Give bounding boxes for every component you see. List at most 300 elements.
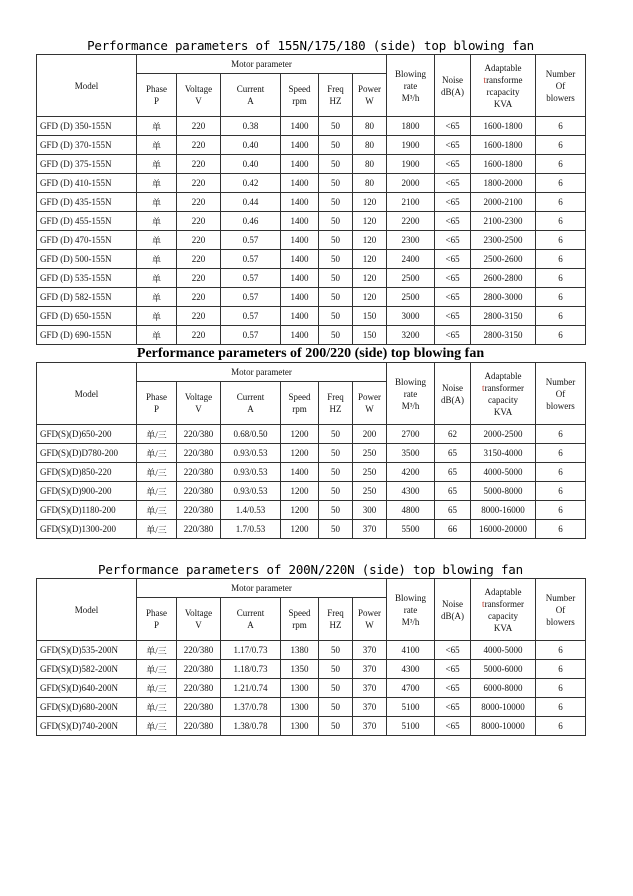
table-cell: <65 [435, 717, 471, 736]
header-line: Noise [442, 382, 464, 393]
table-row [37, 326, 586, 345]
table-cell: 6 [536, 660, 586, 679]
header-transformer-capacity [471, 363, 536, 425]
header-line: capacity [488, 394, 519, 405]
table-cell: 4800 [387, 501, 435, 520]
table-cell: 6 [536, 717, 586, 736]
table-cell: 120 [353, 231, 387, 250]
cell-model: GFD(S)(D)650-200 [37, 425, 137, 444]
table-cell: <65 [435, 698, 471, 717]
table-cell: 0.57 [221, 269, 281, 288]
header-speed [281, 598, 319, 641]
header-line: Of [555, 80, 566, 91]
table-cell: 1200 [281, 425, 319, 444]
table-cell: 370 [353, 641, 387, 660]
table-cell: 65 [435, 501, 471, 520]
table-cell: 16000-20000 [471, 520, 536, 539]
header-line: blowers [546, 616, 575, 627]
table-cell: 2000 [387, 174, 435, 193]
table-cell: 300 [353, 501, 387, 520]
header-line: Number [545, 376, 576, 387]
table-cell: 220 [177, 269, 221, 288]
header-freq [319, 382, 353, 425]
cell-model: GFD(S)(D)680-200N [37, 698, 137, 717]
table-cell: 4000-5000 [471, 463, 536, 482]
table-cell: 1.18/0.73 [221, 660, 281, 679]
table-cell: 3150-4000 [471, 444, 536, 463]
table-cell: 50 [319, 250, 353, 269]
table-cell: 8000-10000 [471, 717, 536, 736]
header-line: Of [555, 604, 566, 615]
table-cell: 单 [137, 269, 177, 288]
table-cell: 1400 [281, 307, 319, 326]
header-line: dB(A) [441, 86, 465, 97]
header-line: V [195, 404, 202, 414]
header-transformer-capacity [471, 579, 536, 641]
cell-model: GFD(S)(D)900-200 [37, 482, 137, 501]
table-cell: 单/三 [137, 660, 177, 679]
table-section-200n [36, 562, 585, 736]
table-cell: 50 [319, 660, 353, 679]
header-line: Speed [288, 608, 311, 618]
table-cell: 6 [536, 231, 586, 250]
table-cell: 0.38 [221, 117, 281, 136]
table-title: Performance parameters of 200/220 (side) top blowing fan [136, 346, 485, 361]
header-text: ransformer [484, 598, 525, 609]
table-cell: 单 [137, 174, 177, 193]
header-blowing-rate [387, 579, 435, 641]
table-cell: 220/380 [177, 698, 221, 717]
header-line: Noise [442, 74, 464, 85]
header-text: ransformer [484, 382, 525, 393]
header-line: Freq [327, 608, 344, 618]
header-line: Number [545, 68, 576, 79]
cell-model: GFD (D) 650-155N [37, 307, 137, 326]
table-cell: 1.21/0.74 [221, 679, 281, 698]
cell-model: GFD(S)(D)740-200N [37, 717, 137, 736]
table-cell: 0.57 [221, 250, 281, 269]
header-current [221, 74, 281, 117]
table-cell: 50 [319, 136, 353, 155]
table-cell: 250 [353, 463, 387, 482]
cell-model: GFD (D) 370-155N [37, 136, 137, 155]
header-line: blowers [546, 92, 575, 103]
table-row [37, 174, 586, 193]
table-cell: 1400 [281, 212, 319, 231]
header-line: HZ [329, 96, 342, 106]
header-power [353, 598, 387, 641]
table-cell: 1.37/0.78 [221, 698, 281, 717]
header-line: Speed [288, 84, 311, 94]
header-line: rcapacity [486, 86, 520, 97]
table-cell: 1200 [281, 482, 319, 501]
header-power [353, 74, 387, 117]
table-cell: 220/380 [177, 425, 221, 444]
table-cell: 2500-2600 [471, 250, 536, 269]
table-cell: 0.93/0.53 [221, 482, 281, 501]
table-row [37, 520, 586, 539]
table-cell: 1200 [281, 501, 319, 520]
header-number-of-blowers [536, 363, 586, 425]
header-line [471, 74, 535, 86]
table-cell: 4100 [387, 641, 435, 660]
table-cell: 1400 [281, 463, 319, 482]
cell-model: GFD (D) 350-155N [37, 117, 137, 136]
table-cell: 2500 [387, 288, 435, 307]
cell-model: GFD (D) 375-155N [37, 155, 137, 174]
spec-table [36, 362, 586, 539]
table-cell: 120 [353, 212, 387, 231]
table-cell: 1350 [281, 660, 319, 679]
table-row [37, 444, 586, 463]
table-cell: 1.7/0.53 [221, 520, 281, 539]
header-line [471, 598, 535, 610]
header-line: Current [236, 608, 265, 618]
table-cell: <65 [435, 193, 471, 212]
table-cell: 1200 [281, 444, 319, 463]
header-line: M³/h [401, 92, 420, 103]
table-cell: 单 [137, 326, 177, 345]
table-cell: 单 [137, 250, 177, 269]
table-cell: 2200 [387, 212, 435, 231]
table-row [37, 288, 586, 307]
table-cell: 200 [353, 425, 387, 444]
table-cell: 2600-2800 [471, 269, 536, 288]
table-cell: 50 [319, 231, 353, 250]
table-cell: 6 [536, 501, 586, 520]
table-cell: 6 [536, 288, 586, 307]
table-cell: 50 [319, 463, 353, 482]
table-row [37, 463, 586, 482]
table-cell: 1.17/0.73 [221, 641, 281, 660]
table-cell: <65 [435, 174, 471, 193]
header-speed [281, 382, 319, 425]
header-line: W [365, 96, 374, 106]
table-cell: 370 [353, 679, 387, 698]
header-line: blowers [546, 400, 575, 411]
table-cell: 65 [435, 444, 471, 463]
table-cell: 370 [353, 660, 387, 679]
header-line: A [247, 96, 254, 106]
table-cell: 2300 [387, 231, 435, 250]
table-cell: 单/三 [137, 501, 177, 520]
cell-model: GFD (D) 470-155N [37, 231, 137, 250]
table-cell: 单/三 [137, 717, 177, 736]
header-voltage [177, 74, 221, 117]
header-line: capacity [488, 610, 519, 621]
table-cell: 2700 [387, 425, 435, 444]
header-line: rpm [292, 96, 307, 106]
header-phase [137, 382, 177, 425]
table-row [37, 231, 586, 250]
table-cell: 单/三 [137, 463, 177, 482]
table-cell: 2800-3000 [471, 288, 536, 307]
spec-table [36, 54, 586, 345]
table-cell: 220 [177, 117, 221, 136]
table-cell: 6 [536, 698, 586, 717]
header-line: Freq [327, 84, 344, 94]
table-cell: 220 [177, 307, 221, 326]
table-row [37, 717, 586, 736]
table-cell: 220 [177, 193, 221, 212]
header-row [37, 363, 586, 382]
table-cell: 单/三 [137, 425, 177, 444]
table-cell: 5100 [387, 698, 435, 717]
header-line: dB(A) [441, 610, 465, 621]
table-cell: 单 [137, 307, 177, 326]
header-line [471, 382, 535, 394]
table-row [37, 482, 586, 501]
table-cell: 6 [536, 326, 586, 345]
header-speed [281, 74, 319, 117]
table-cell: <65 [435, 307, 471, 326]
table-cell: 4300 [387, 660, 435, 679]
table-row [37, 307, 586, 326]
header-line: HZ [329, 404, 342, 414]
table-cell: 50 [319, 425, 353, 444]
table-cell: 1800 [387, 117, 435, 136]
table-cell: 370 [353, 698, 387, 717]
table-row [37, 212, 586, 231]
table-cell: 50 [319, 717, 353, 736]
table-cell: 0.40 [221, 136, 281, 155]
table-cell: 单 [137, 288, 177, 307]
header-motor-parameter: Motor parameter [137, 363, 387, 382]
cell-model: GFD (D) 535-155N [37, 269, 137, 288]
table-cell: 1600-1800 [471, 136, 536, 155]
cell-model: GFD (D) 455-155N [37, 212, 137, 231]
table-cell: 6 [536, 250, 586, 269]
table-row [37, 641, 586, 660]
table-cell: 3000 [387, 307, 435, 326]
table-cell: <65 [435, 136, 471, 155]
table-cell: 单/三 [137, 444, 177, 463]
table-cell: 5000-8000 [471, 482, 536, 501]
header-line: Power [358, 392, 382, 402]
table-cell: 80 [353, 117, 387, 136]
table-cell: 250 [353, 482, 387, 501]
table-cell: 6 [536, 425, 586, 444]
header-line: Number [545, 592, 576, 603]
table-cell: 单 [137, 136, 177, 155]
table-row [37, 250, 586, 269]
table-cell: 220/380 [177, 717, 221, 736]
table-cell: 220 [177, 136, 221, 155]
table-cell: <65 [435, 641, 471, 660]
table-row [37, 155, 586, 174]
header-line: Voltage [184, 392, 213, 402]
header-line: P [153, 620, 159, 630]
table-cell: 5100 [387, 717, 435, 736]
table-cell: <65 [435, 660, 471, 679]
table-cell: <65 [435, 326, 471, 345]
header-noise [435, 55, 471, 117]
table-cell: 3200 [387, 326, 435, 345]
table-cell: 220/380 [177, 463, 221, 482]
header-number-of-blowers [536, 579, 586, 641]
header-line: KVA [493, 406, 513, 417]
table-cell: 0.42 [221, 174, 281, 193]
table-cell: 220/380 [177, 482, 221, 501]
header-line: Phase [146, 84, 167, 94]
table-cell: 220 [177, 231, 221, 250]
table-cell: 2500 [387, 269, 435, 288]
table-cell: 1600-1800 [471, 117, 536, 136]
header-motor-parameter: Motor parameter [137, 579, 387, 598]
table-cell: 1400 [281, 326, 319, 345]
header-line: M³/h [401, 400, 420, 411]
table-cell: 50 [319, 174, 353, 193]
header-line: Speed [288, 392, 311, 402]
table-cell: 6 [536, 520, 586, 539]
cell-model: GFD(S)(D)640-200N [37, 679, 137, 698]
table-row [37, 136, 586, 155]
header-line: Power [358, 84, 382, 94]
table-cell: 1300 [281, 698, 319, 717]
header-model: Model [37, 55, 137, 117]
table-cell: 66 [435, 520, 471, 539]
table-cell: 2000-2100 [471, 193, 536, 212]
header-voltage [177, 382, 221, 425]
header-line: KVA [493, 98, 513, 109]
table-cell: 1900 [387, 155, 435, 174]
table-cell: 1400 [281, 231, 319, 250]
header-current [221, 382, 281, 425]
table-section-155n [36, 38, 585, 345]
cell-model: GFD(S)(D)850-220 [37, 463, 137, 482]
table-cell: 单/三 [137, 641, 177, 660]
table-cell: 6 [536, 641, 586, 660]
table-cell: 1400 [281, 117, 319, 136]
table-cell: 0.57 [221, 231, 281, 250]
header-voltage [177, 598, 221, 641]
header-line: W [365, 404, 374, 414]
header-line: rpm [292, 620, 307, 630]
table-cell: 5000-6000 [471, 660, 536, 679]
table-cell: 单/三 [137, 679, 177, 698]
table-cell: 单/三 [137, 520, 177, 539]
table-cell: 150 [353, 307, 387, 326]
table-cell: 6 [536, 117, 586, 136]
table-cell: 220/380 [177, 501, 221, 520]
table-cell: 120 [353, 193, 387, 212]
table-cell: 220/380 [177, 520, 221, 539]
table-cell: 6 [536, 482, 586, 501]
header-row [37, 55, 586, 74]
header-text: ransforme [486, 74, 523, 85]
table-cell: 0.57 [221, 288, 281, 307]
table-cell: 50 [319, 193, 353, 212]
table-cell: 2800-3150 [471, 307, 536, 326]
table-cell: 6000-8000 [471, 679, 536, 698]
table-cell: 1400 [281, 174, 319, 193]
cell-model: GFD (D) 435-155N [37, 193, 137, 212]
table-cell: 120 [353, 288, 387, 307]
table-cell: <65 [435, 231, 471, 250]
header-accent-letter: t [482, 382, 485, 393]
table-cell: 50 [319, 212, 353, 231]
table-cell: <65 [435, 679, 471, 698]
table-cell: <65 [435, 250, 471, 269]
header-line: Blowing [395, 68, 427, 79]
header-line: HZ [329, 620, 342, 630]
table-cell: <65 [435, 288, 471, 307]
header-accent-letter: t [482, 598, 485, 609]
header-line: Current [236, 84, 265, 94]
header-noise [435, 363, 471, 425]
table-cell: 2000-2500 [471, 425, 536, 444]
table-cell: 0.93/0.53 [221, 463, 281, 482]
table-cell: 0.57 [221, 307, 281, 326]
header-line: M³/h [401, 616, 420, 627]
table-cell: 65 [435, 463, 471, 482]
table-cell: 1400 [281, 193, 319, 212]
table-row [37, 679, 586, 698]
table-cell: 0.44 [221, 193, 281, 212]
header-freq [319, 74, 353, 117]
header-line: rate [403, 80, 418, 91]
header-transformer-capacity [471, 55, 536, 117]
header-line: rate [403, 604, 418, 615]
table-cell: 220 [177, 174, 221, 193]
header-phase [137, 74, 177, 117]
table-cell: 220 [177, 155, 221, 174]
header-freq [319, 598, 353, 641]
table-cell: 6 [536, 193, 586, 212]
header-blowing-rate [387, 55, 435, 117]
table-cell: 6 [536, 463, 586, 482]
table-row [37, 660, 586, 679]
table-cell: 250 [353, 444, 387, 463]
header-line: Blowing [395, 592, 427, 603]
header-line: Adaptable [484, 62, 522, 73]
table-title: Performance parameters of 200N/220N (side) top blowing fan [98, 562, 523, 577]
table-cell: 8000-10000 [471, 698, 536, 717]
table-cell: 1.38/0.78 [221, 717, 281, 736]
table-cell: 2300-2500 [471, 231, 536, 250]
header-number-of-blowers [536, 55, 586, 117]
cell-model: GFD(S)(D)535-200N [37, 641, 137, 660]
table-cell: 0.68/0.50 [221, 425, 281, 444]
table-cell: 1200 [281, 520, 319, 539]
table-cell: 370 [353, 717, 387, 736]
header-line: Power [358, 608, 382, 618]
table-cell: 2100-2300 [471, 212, 536, 231]
header-accent-letter: t [483, 74, 487, 85]
header-row [37, 579, 586, 598]
table-cell: 370 [353, 520, 387, 539]
table-cell: 单/三 [137, 698, 177, 717]
table-cell: 0.40 [221, 155, 281, 174]
header-power [353, 382, 387, 425]
header-line: V [195, 620, 202, 630]
table-cell: <65 [435, 269, 471, 288]
table-cell: 120 [353, 250, 387, 269]
header-line: P [153, 404, 159, 414]
header-line: Adaptable [484, 586, 522, 597]
table-cell: 65 [435, 482, 471, 501]
header-line: dB(A) [441, 394, 465, 405]
table-cell: 6 [536, 679, 586, 698]
table-row [37, 698, 586, 717]
table-cell: 单 [137, 231, 177, 250]
table-cell: 1400 [281, 250, 319, 269]
table-section-200 [36, 346, 585, 539]
header-line: A [247, 404, 254, 414]
table-cell: 50 [319, 444, 353, 463]
table-cell: 单 [137, 155, 177, 174]
table-cell: <65 [435, 212, 471, 231]
